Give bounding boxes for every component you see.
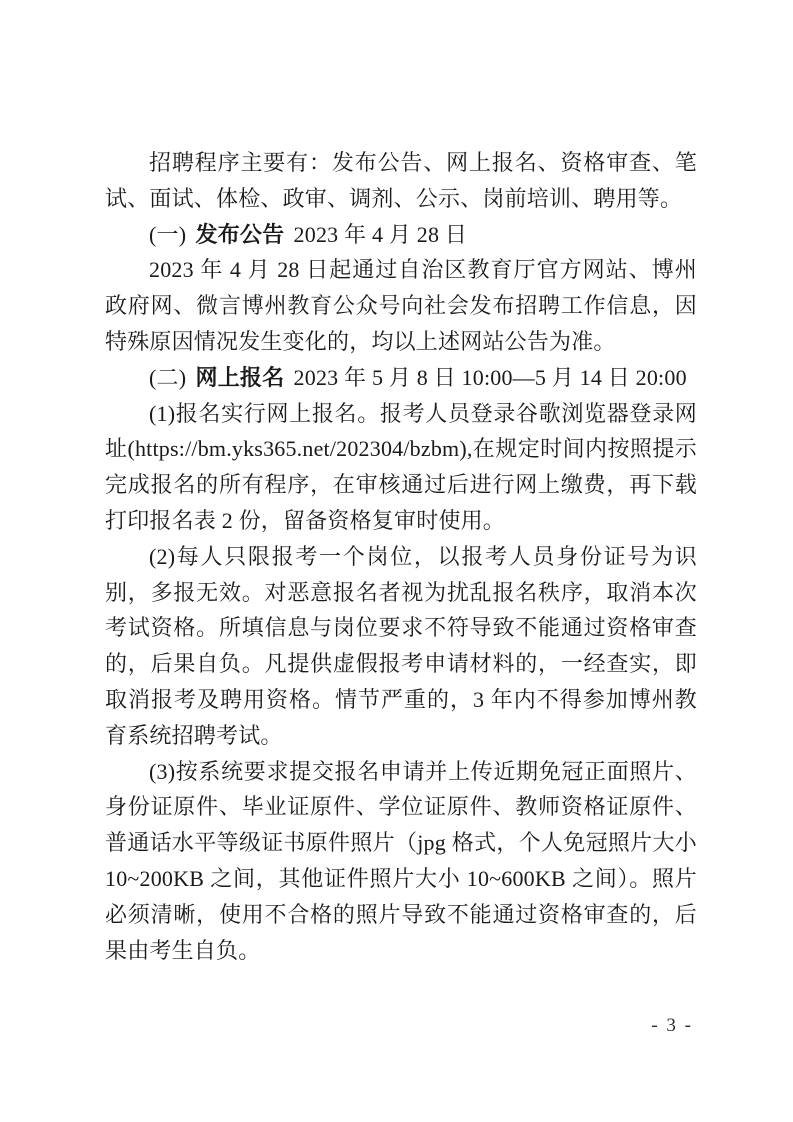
- page-number: - 3 -: [651, 1015, 693, 1036]
- heading-2-label: 网上报名: [195, 364, 285, 390]
- paragraph-registration-item-1: (1)报名实行网上报名。报考人员登录谷歌浏览器登录网址(https://bm.yks365.net/202304/bzbm),在规定时间内按照提示完成报名的所有程序，在审核通过后进行网上缴费，再下载打印报名表 2 份，留备资格复审时使用。: [105, 400, 697, 533]
- paragraph-registration-item-3: (3)按系统要求提交报名申请并上传近期免冠正面照片、身份证原件、毕业证原件、学位证原件、教师资格证原件、普通话水平等级证书原件照片（jpg 格式，个人免冠照片大小 10~200KB 之间，其他证件照片大小 10~600KB 之间）。照片必须清晰，使用不合格的照片导致不能通过资格审查的，后果由考生自负。: [105, 758, 697, 963]
- heading-1-label: 发布公告: [195, 221, 285, 247]
- heading-online-registration: [105, 360, 697, 396]
- heading-1-date: 2023 年 4 月 28 日: [293, 221, 468, 247]
- paragraph-registration-item-2: (2)每人只限报考一个岗位，以报考人员身份证号为识别，多报无效。对恶意报名者视为扰乱报名秩序，取消本次考试资格。所填信息与岗位要求不符导致不能通过资格审查的，后果自负。凡提供虚假报考申请材料的，一经查实，即取消报考及聘用资格。情节严重的，3 年内不得参加博州教育系统招聘考试。: [105, 543, 697, 748]
- paragraph-recruitment-procedure: 招聘程序主要有：发布公告、网上报名、资格审查、笔试、面试、体检、政审、调剂、公示、岗前培训、聘用等。: [105, 150, 697, 211]
- heading-2-marker: (二): [149, 364, 187, 390]
- heading-1-marker: (一): [149, 221, 187, 247]
- paragraph-publish-detail: 2023 年 4 月 28 日起通过自治区教育厅官方网站、博州政府网、微言博州教育公众号向社会发布招聘工作信息，因特殊原因情况发生变化的，均以上述网站公告为准。: [105, 257, 697, 354]
- heading-2-date: 2023 年 5 月 8 日 10:00—5 月 14 日 20:00: [293, 364, 687, 390]
- heading-publish-announcement: [105, 217, 697, 253]
- document-content: [105, 145, 697, 968]
